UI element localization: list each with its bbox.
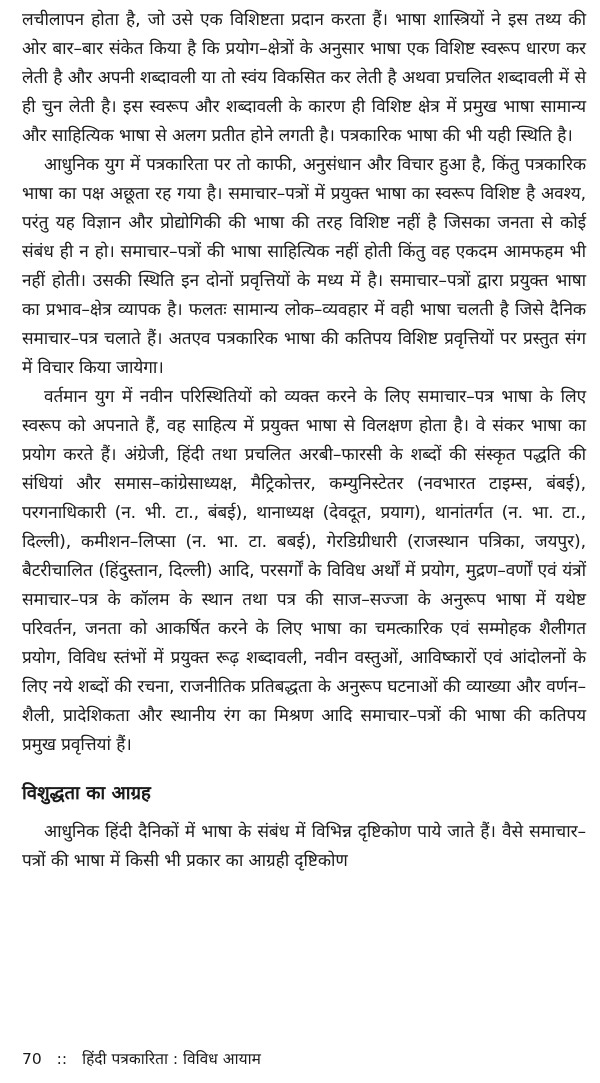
book-title: हिंदी पत्रकारिता : विविध आयाम <box>82 1050 261 1068</box>
page-footer <box>22 1048 261 1070</box>
paragraph-3: वर्तमान युग में नवीन परिस्थितियों को व्यक्त करने के लिए समाचार–पत्र भाषा के लिए स्वरूप को अपनाते हैं, वह साहित्य में प्रयुक्त भाषा से विलक्षण होता है। वे संकर भाषा का प्रयोग करते हैं। अंग्रेजी, हिंदी तथा प्रचलित अरबी–फारसी के शब्दों की संस्कृत पद्धति की संधियां और समास–कांग्रेसाध्यक्ष, मैट्रिकोत्तर, कम्युनिस्टेतर (नवभारत टाइम्स, बंबई), परगनाधिकारी (न. भी. टा., बंबई), थानाध्यक्ष (देवदूत, प्रयाग), थानांतर्गत (न. भा. टा., दिल्ली), कमीशन–लिप्सा (न. भा. टा. बबई), गेरडिग्रीधारी (राजस्थान पत्रिका, जयपुर), बैटरीचालित (हिंदुस्तान, दिल्ली) आदि, परसर्गों के विविध अर्थों में प्रयोग, मुद्रण–वर्णों एवं यंत्रों समाचार–पत्र के कॉलम के स्थान तथा पत्र की साज–सज्जा के अनुरूप भाषा में यथेष्ट परिवर्तन, जनता को आकर्षित करने के लिए भाषा का चमत्कारिक एवं सम्मोहक शैलीगत प्रयोग, विविध स्तंभों में प्रयुक्त रूढ़ शब्दावली, नवीन वस्तुओं, आविष्कारों एवं आंदोलनों के लिए नये शब्दों की रचना, राजनीतिक प्रतिबद्धता के अनुरूप घटनाओं की व्याख्या और वर्णन–शैली, प्रादेशिकता और स्थानीय रंग का मिश्रण आदि समाचार–पत्रों की भाषा की कतिपय प्रमुख प्रवृत्तियां हैं। <box>22 387 586 755</box>
paragraph-2: आधुनिक युग में पत्रकारिता पर तो काफी, अनुसंधान और विचार हुआ है, किंतु पत्रकारिक भाषा का पक्ष अछूता रह गया है। समाचार–पत्रों में प्रयुक्त भाषा का स्वरूप विशिष्ट है अवश्य, परंतु यह विज्ञान और प्रोद्योगिकी की भाषा की तरह विशिष्ट नहीं है जिसका जनता से कोई संबंध ही न हो। समाचार–पत्रों की भाषा साहित्यिक नहीं होती किंतु वह एकदम आमफहम भी नहीं होती। उसकी स्थिति इन दोनों प्रवृत्तियों के मध्य में है। समाचार–पत्रों द्वारा प्रयुक्त भाषा का प्रभाव–क्षेत्र व्यापक है। फलतः सामान्य लोक–व्यवहार में वही भाषा चलती है जिसे दैनिक समाचार–पत्र चलाते हैं। अतएव पत्रकारिक भाषा की कतिपय विशिष्ट प्रवृत्तियों पर प्रस्तुत संग में विचार किया जायेगा। <box>22 155 586 378</box>
paragraph-4: आधुनिक हिंदी दैनिकों में भाषा के संबंध में विभिन्न दृष्टिकोण पाये जाते हैं। वैसे समाचार–पत्रों की भाषा में किसी भी प्रकार का आग्रही दृष्टिकोण <box>22 822 586 871</box>
section-heading: विशुद्धता का आग्रह <box>22 783 151 804</box>
page-number: 70 <box>22 1050 42 1068</box>
footer-separator: :: <box>56 1050 68 1068</box>
paragraph-1: लचीलापन होता है, जो उसे एक विशिष्टता प्रदान करता हैं। भाषा शास्त्रियों ने इस तथ्य की ओर बार–बार संकेत किया है कि प्रयोग–क्षेत्रों के अनुसार भाषा एक विशिष्ट स्वरूप धारण कर लेती है और अपनी शब्दावली या तो स्वंय विकसित कर लेती है अथवा प्रचलित शब्दावली में से ही चुन लेती है। इस स्वरूप और शब्दावली के कारण ही विशिष्ट क्षेत्र में प्रमुख भाषा सामान्य और साहित्यिक भाषा से अलग प्रतीत होने लगती है। पत्रकारिक भाषा की भी यही स्थिति है। <box>22 10 586 146</box>
